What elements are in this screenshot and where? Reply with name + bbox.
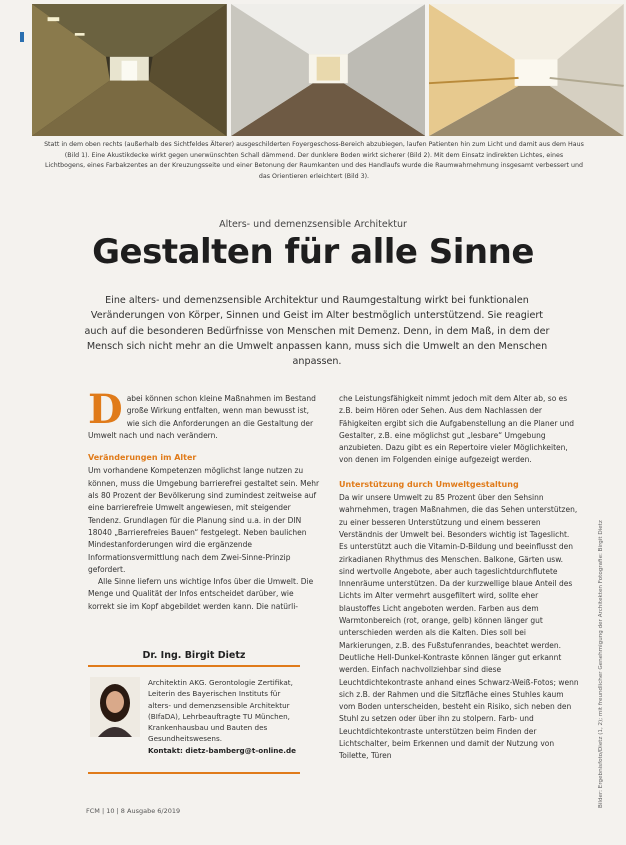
body-paragraph: Um vorhandene Kompetenzen möglichst lange nutzen zu können, muss die Umgebung barrierefrei gestaltet sein. Mehr als 80 Prozent der Bevölkerung sind zumindest zeitweise auf eine barrierefreie Umwelt angewiesen, mit steigender Tendenz. Grundlagen für die Planung sind u.a. in der DIN 18040 „Barrierefreies Bauen“ festgelegt. Neben baulichen Mindestanforderungen wird die ergänzende Informationsvermittlung nach dem Zwei-Sinne-Prinzip gefordert. — [88, 466, 320, 574]
author-details — [148, 677, 300, 756]
author-name: Dr. Ing. Birgit Dietz — [142, 650, 246, 661]
section-marker — [20, 32, 24, 42]
author-divider — [88, 665, 300, 667]
photo-caption: Statt in dem oben rechts (außerhalb des Sichtfeldes Älterer) ausgeschilderten Foyergeschoss-Bereich abzubiegen, laufen Patienten hin zum Licht und damit aus dem Haus (Bild 1). Eine Akustikdecke wirkt gegen unerwünschten Schall dämmend. Der dunklere Boden wirkt sicherer (Bild 2). Mit dem Einsatz indirekten Lichtes, eines Lichtbogens, eines Farbakzentes an der Kreuzungsseite und einer Betonung der Raumkanten und des Handlaufs wurde die Raumwahrnehmung insgesamt verbessert und das Orientieren erleichtert (Bild 3). — [44, 141, 584, 180]
page-footer: FCM | 10 | 8 Ausgabe 6/2019 — [86, 807, 181, 815]
text-column-right — [339, 393, 579, 763]
author-contact: Kontakt: dietz-bamberg@t-online.de — [148, 745, 296, 755]
author-bottom-divider — [88, 772, 300, 774]
article-overline: Alters- und demenzsensible Architektur — [219, 219, 407, 230]
body-paragraph: Da wir unsere Umwelt zu 85 Prozent über den Sehsinn wahrnehmen, tragen Maßnahmen, die das Sehen unterstützen, zu einer besseren Unterstützung und einem besseren Verständnis der Umwelt bei. Besonders wichtig ist Tageslicht. Es unterstützt auch die Vitamin-D-Bildung und beeinflusst den zirkadianen Rhythmus des Menschen. Balkone, Gärten usw. sind wertvolle Angebote, aber auch tageslichtdurchflutete Innenräume unterstützen. Da der kurzwellige blaue Anteil des Lichts im Alter vermehrt ausgefiltert wird, sollte eher blaustoffes Licht angeboten werden. Farben aus dem Warmtonbereich (rot, orange, gelb) können länger gut unterschieden werden als die Kalten. Dies soll bei Markierungen, z.B. des Fußstufenrandes, beachtet werden. Deutliche Hell-Dunkel-Kontraste können länger gut erkannt werden. Einfach nachvollziehbar sind diese Leuchtdichtekontraste anhand eines Schwarz-Weiß-Fotos; wenn sich z.B. der Rahmen und die Sitzfläche eines Stuhles kaum vom Boden unterscheiden, besteht ein Risiko, sich neben den Stuhl zu setzen oder über ihn zu stolpern. Farb- und Leuchtdichtekontraste unterstützen beim Finden der Lichtschalter, beim Erkennen und damit der Nutzung von Toilette, Türen — [339, 493, 579, 761]
photo-strip — [32, 4, 624, 136]
author-bio: Architektin AKG. Gerontologie Zertifikat, Leiterin des Bayerischen Instituts für alters- und demenzsensible Architektur (BIfaDA), Lehrbeauftragte TU München, Krankenhausbau und Bauten des Gesundheitswesens. — [148, 678, 293, 744]
author-box — [88, 650, 300, 756]
photo-credit: Bilder: Ergebnisfoto/Dietz (1, 2); mit freundlicher Genehmigung der Architekten Fotografie: Birgit Dietz — [598, 520, 604, 808]
article-headline: Gestalten für alle Sinne — [92, 232, 534, 272]
body-paragraph: che Leistungsfähigkeit nimmt jedoch mit dem Alter ab, so es z.B. beim Hören oder Sehen. Aus dem Nachlassen der Fähigkeiten ergibt sich die Aufgabenstellung an die Planer und Gestalter, z.B. eine möglichst gut „lesbare“ Umgebung anzubieten. Dazu gibt es ein Repertoire vieler Möglichkeiten, von denen im Folgenden einige aufgezeigt werden. — [339, 394, 575, 465]
corridor-photo-3 — [429, 4, 624, 136]
subhead-environment: Unterstützung durch Umweltgestaltung — [339, 479, 519, 489]
text-column-left — [88, 386, 320, 613]
corridor-photo-2 — [231, 4, 426, 136]
intro-text: abei können schon kleine Maßnahmen im Bestand große Wirkung entfalten, wenn man bewusst ist, wie sich die Anforderungen an die Gestaltung der Umwelt nach und nach verändern. — [88, 394, 316, 440]
author-body — [88, 677, 300, 756]
subhead-aging: Veränderungen im Alter — [88, 453, 197, 463]
drop-cap: D — [88, 386, 123, 433]
article-lead: Eine alters- und demenzsensible Architektur und Raumgestaltung wirkt bei funktionalen Veränderungen von Körper, Sinnen und Geist im Alter bestmöglich unterstützend. Sie reagiert auch auf die besonderen Bedürfnisse von Menschen mit Demenz. Denn, in dem Maß, in dem der Mensch sich nicht mehr an die Umwelt anpassen kann, muss sich die Umwelt an den Menschen anpassen. — [84, 295, 550, 368]
body-paragraph: Alle Sinne liefern uns wichtige Infos über die Umwelt. Die Menge und Qualität der Infos entscheidet darüber, wie korrekt sie im Kopf abgebildet werden kann. Die natürli- — [88, 577, 314, 611]
author-portrait — [90, 677, 140, 737]
corridor-photo-1 — [32, 4, 227, 136]
intro-paragraph — [88, 386, 320, 442]
